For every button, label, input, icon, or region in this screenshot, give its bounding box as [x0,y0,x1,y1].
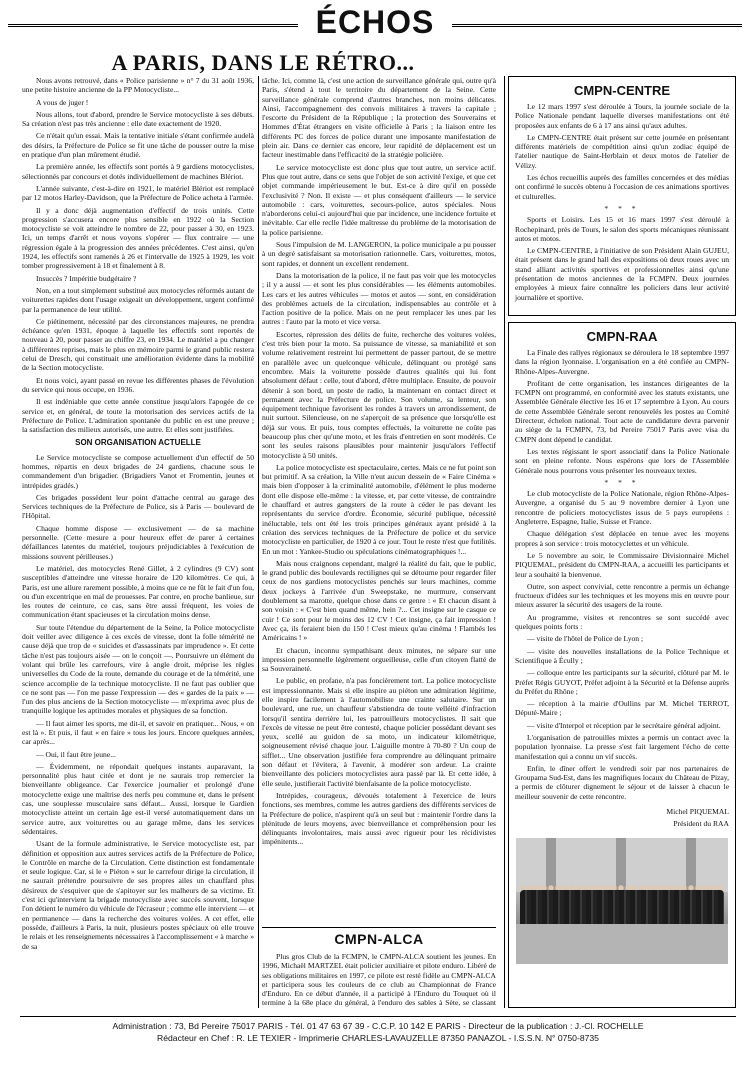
list-item: — colloque entre les participants sur la sécurité, clôturé par M. le Préfet Régis GUYOT, Préfet adjoint à la Sécurité et la Défense auprès du Préfet du Rhône ; [515,668,729,696]
paragraph: Sous l'impulsion de M. LANGERON, la police municipale a pu pousser à un degré satisfaisant sa motorisation rationnelle. Cars, voiturettes, motos, sont rapides, et donnent un excellent rendement. [262,240,496,268]
paragraph: Non, en a tout simplement substitué aux motocycles réformés autant de voiturettes rapides dont l'usage exigeait un développement, urgent confirmé par la permanence de leur utilité. [22,285,254,314]
paragraph: Le service motocycliste est donc plus que tout autre, un service actif. Plus que tout autre, dans ce sens que l'objet de son activité l'exige, et que cet objet commande impérieusement le but. Est-ce à dire qu'il en possède l'exclusivité ? Non. Il existe — et plus conséquent d'ailleurs — le service automobile : cars, voiturettes, secours-police, autos spéciales. Nous n'aborderons celui-ci aujourd'hui que par incidence, une incidence fortuite et inévitable. Car elle reclle l'idée maîtresse du problème de la motorisation de la police parisienne. [262,162,496,237]
paragraph: Et chacun, inconnu sympathisant deux minutes, ne sépare sur une impression personnelle légèrement orgueilleuse, celle d'un citoyen flatté de sa Souveraineté. [262,645,496,674]
paragraph: Sur toute l'étendue du département de la Seine, la Police motocycliste doit veiller avec diligence à ces excès de vitesse, dont la folle témérité ne cause déjà que trop de « suicides et d'assassinats par imprudence ». Et cette tâche n'est pas toujours aisée — on le conçoit —. Poursuivre un élément du volant qui brûle les carrefours, vire à angle droit, méprise les règles universelles du Code de la route, demande du courage et de la témérité, une science accomplie de la technique motocycliste. Il ne faut pas oublier que ce ne sont pas — l'on me passe l'expression — des « gardes de la paix » — l'un des plus anciens de la Section motocycliste — m'exprima avec plus de tranquille logique les aptitudes morales et physiques de sa fonction. [22,622,254,716]
signature-name: Michel PIQUEMAL [666,807,729,817]
cmpn-centre-box [508,76,736,316]
paragraph: Le 5 novembre au soir, le Commissaire Divisionnaire Michel PIQUEMAL, président du CMPN-RAA, a accueilli les participants et leur a souhaité la bienvenue. [515,550,729,579]
paragraph: — Évidemment, ne répondait quelques instants auparavant, la personnalité plus haut citée et dont je ne saurais trop remercier la bienveillante obligeance. Car l'exercice journalier et prolongé d'une motocyclette exige une maîtrise des nerfs peu commune et, dans le présent cas, une souplesse musculaire sans défaut... Aussi, lorsque le Gardien motocycliste atteint un certain âge est-il versé automatiquement dans un service autre, aux voiturettes ou au garage même, dans les services sédentaires. [22,761,254,836]
paragraph: Ce n'était qu'un essai. Mais la tentative initiale s'étant confirmée audelà des désirs, la Préfecture de Police se fit une tâche de pousser outre la mise en pratique d'un plan mûrement étudié. [22,131,254,160]
paragraph: L'organisation de patrouilles mixtes a permis un contact avec la population lyonnaise. La presse s'est fait largement l'écho de cette manifestation qui a connu un vif succès. [515,732,729,761]
paragraph: Outre, son aspect convivial, cette rencontre a permis un échange fructueux d'idées sur les techniques et les moyens mis en œuvre pour mieux assurer la sécurité des usagers de la route. [515,581,729,610]
article-subtitle: SON ORGANISATION ACTUELLE [75,438,201,448]
section-title: ÉCHOS [315,4,435,40]
article-column-2 [262,76,496,916]
cmpn-centre-heading: CMPN-CENTRE [573,83,671,98]
paragraph: Enfin, le dîner offert le vendredi soir par nos partenaires de Groupama Sud-Est, dans les magnifiques locaux du Château de Pizay, a permis de clôturer dignement le séjour et de laisser à chacun le meilleur souvenir de cette rencontre. [515,763,729,801]
paragraph: Le CMPN-CENTRE, à l'initiative de son Président Alain GUJEU, était présent dans le grand hall des expositions où deux roues avec un stand alliant activités sportives et professionnelles ainsi qu'une présentation de motos anciennes de la FCMPN. Deux journées employées à mieux faire connaître les policiers dans leur activité journalière et sportive. [515,246,729,302]
separator-stars: * * * [604,477,640,487]
article-column-1 [22,76,254,1008]
paragraph: Et nous voici, ayant passé en revue les différentes phases de l'évolution du service qui nous occupe, en 1936. [22,375,254,394]
paragraph: Usant de la formule administrative, le Service motocycliste est, par définition et opposition aux autres services actifs de la Préfecture de Police, le Contrôle en marche de la Circulation. Cette distinction est fondamentale et seule logique. Car, si le « Piéton » sur le carrefour dirige la circulation, il ne saurait prétendre poursuivre de ses propres ailes un chauffard plus désireux de s'esquiver que de s'apitoyer sur les malheurs de sa victime. Et c'est ici qu'intervient la brigade motocycliste avec succès souvent, lorsque l'on détient le numéro du véhicule de l'écraseur ; comme elle intervient — et en permanence — dans la recherche des voitures volées. A cet effet, elle possède, d'ailleurs à Paris, la nuit, plusieurs postes spéciaux où elle trouve le relais et les renseignements nécessaires à l'accomplissement « à marche » de sa [22,839,254,951]
paragraph: Le 12 mars 1997 s'est déroulée à Tours, la journée sociale de la Police Nationale pendant laquelle diverses manifestations ont été proposées aux enfants de 6 à 17 ans ainsi qu'aux adultes. [515,102,729,130]
paragraph: Chaque délégation s'est déplacée en tenue avec les moyens propres à son service : trois motocyclettes et un véhicule. [515,529,729,548]
paragraph: A vous de juger ! [36,97,89,107]
paragraph: Le Service motocycliste se compose actuellement d'un effectif de 50 hommes, répartis en deux brigades de 24 gardiens, chacune sous le commandement d'un brigadier. (Brigadiers Vanot et Fromentin, jeunes et intrépides gradés.) [22,452,254,490]
paragraph: Profitant de cette organisation, les instances dirigeantes de la FCMPN ont programmé, en conformité avec les statuts existants, une Assemblée Générale élective les 16 et 17 septembre à Lyon. Au cours de cette Assemblée Générale seront renouvelés les postes au Comité Directeur, échelon national. Tout acte de candidature devra parvenir au siège de la FCMPN, 73, bd Pereire 75017 Paris avec visa du CMPN dont dépend le candidat. [515,378,729,444]
cmpn-raa-box [508,322,736,1008]
paragraph: Insuccès ? Impéritie budgétaire ? [36,273,137,283]
paragraph: Chaque homme dispose — exclusivement — de sa machine personnelle. (Cette mesure a pour heureux effet de parer à certaines défaillances latentes du matériel, toujours préjudiciables à l'exécution de missions souvent périlleuses.) [22,523,254,561]
header-rule-left [8,24,298,27]
alca-body [262,952,496,1008]
header-rule-right [452,24,742,27]
signature-role: Président du RAA [673,819,729,829]
section-header [8,4,742,48]
list-item: — visite de l'hôtel de Police de Lyon ; [527,634,644,644]
footer-line: Rédacteur en Chef : R. LE TEXIER - Imprimerie CHARLES-LAVAUZELLE 87350 PANAZOL - I.S.S.N. N° 0750-8735 [157,1033,599,1043]
column-divider [504,76,505,1008]
column-divider [258,76,259,1008]
list-item: — réception à la mairie d'Oullins par M. Michel TERROT, Député-Maire ; [515,699,729,718]
paragraph: Plus gros Club de la FCMPN, le CMPN-ALCA soutient les jeunes. En 1996, Michaël MARTZEL était policier auxiliaire et pilote enduro. Libéré de ses obligations militaires en 1997, ce pilote est resté fidèle au CMPN-ALCA et participera sous les couleurs de ce club au Championnat de France d'Enduro. En ce début d'année, il a participé à l'Enduro du Touquet où il termine à la 68e place du général, à l'enduro des sables à Sète, se classant [262,952,496,1008]
cmpn-raa-heading: CMPN-RAA [586,329,658,344]
paragraph: tâche. Ici, comme là, c'est une action de surveillance générale qui, outre qu'à Paris, s'étend à tout le territoire du département de la Seine. Cette surveillance générale comprend d'autres branches, non moins délicates. Ainsi, l'accompagnement des convois militaires à travers la capitale ; l'escorte du Président de la République ; la protection des Souverains et Hommes d'État étrangers en visite officielle à Paris ; la liaison entre les différents PC des forces de police durant une imposante manifestation de plein air. Dans ce dernier cas encore, leur rapidité de déplacement est un facteur inestimable dans l'efficacité de la stratégie policière. [262,76,496,160]
paragraph: Dans la motorisation de la police, il ne faut pas voir que les motocycles ; il y a aussi — et sont les plus considérables — les éléments automobiles. Les cars et les autres véhicules — motos et autos — sont, en considération des problèmes actuels de la circulation, indispensables au contrôle et à l'action positive de la police. Mais on ne peut remplacer les unes par les autres : l'auto par la moto et vice versa. [262,270,496,327]
paragraph: Ce piétinement, nécessité par des circonstances majeures, ne prendra échéance qu'en 1931, époque à laquelle les effectifs sont reportés de nouveau à 20, pour passer au chiffre 23, en 1934. Le matériel a pu changer à différentes reprises, mais le plus en mémoire parmi le grand public restera celui de Dresch, qui constituait une amélioration évidente dans la mobilité de la Section motocycliste. [22,316,254,373]
paragraph: — Oui, il faut être jeune... [36,749,116,759]
paragraph: Mais nous craignons cependant, malgré la réalité du fait, que le public, le grand public des boulevards rectilignes qui se détourne pour regarder filer ceux de nos gardiens motocyclistes penchés sur leurs machines, comme deux jockeys à l'arrivée d'un Sweepstake, ne murmure, conservant doublement sa marotte, quelque chose dans ce genre : « Et chacun disant à son voisin : « C'est bien quand même, hein ?... Cet insigne sur le casque ce cuir ! Ce sont pour le moins des 12 CV ! Cet insigne, ça fait impression ! Avec ça, ils feraient bien du 150 ! C'est mieux qu'au cinéma ! Flambés les Américains ! » [262,558,496,643]
paragraph: L'année suivante, c'est-à-dire en 1921, le matériel Blériot est remplacé par 12 motos Harley-Davidson, que la Préfecture de Police acheta à l'armée. [22,183,254,203]
paragraph: Nous allons, tout d'abord, prendre le Service motocycliste à ses débuts. Sa création n'est pas très ancienne : elle date exactement de 1920. [22,109,254,129]
paragraph: La Finale des rallyes régionaux se déroulera le 18 septembre 1997 dans la région lyonnaise. L'organisation en a été confiée au CMPN-Rhône-Alpes-Auvergne. [515,348,729,376]
paragraph: Les échos recueillis auprès des familles concernées et des médias ont confirmé le succès obtenu à l'occasion de ces animations sportives et culturelles. [515,173,729,201]
paragraph: La première année, les effectifs sont portés à 9 gardiens motocyclistes, sélectionnés par concours et dotés individuellement de machines Blériot. [22,162,254,181]
paragraph: — Il faut aimer les sports, me dit-il, et savoir en pratiquer... Nous, « on est là ». Et puis, il faut « en faire » tous les jours. Encore quelques années, car après... [22,718,254,747]
article-title: A PARIS, DANS LE RÉTRO... [111,50,415,75]
paragraph: Il y a donc déjà augmentation d'effectif de trois unités. Cette progression s'accusera encore plus sensible en 1922 où la Section motocycliste se voit atteindre le nombre de 22, pour passer à 30, en 1923. Ici, un temps d'arrêt et nous voyons s'opérer — flux contraire — une régression égale à la progression des années précédentes. C'est ainsi, qu'en 1924, les effectifs sont ramenés à 26 et l'intervalle de 1925 à 1929, les voit tomber progressivement à 18 et finalement à 8. [22,205,254,271]
publication-footer [20,1016,736,1044]
list-item: — visite d'Interpol et réception par le secrétaire général adjoint. [527,720,721,730]
paragraph: Intrépides, courageux, dévoués totalement à l'exercice de leurs fonctions, ses membres, comme les autres gardiens des différents services de la Préfecture de police, n'aspirent qu'à un seul but : maintenir l'ordre dans la plénitude de leurs moyens, avec bienveillance et compréhension pour les délinquants involontaires, mais aussi avec rigueur pour les récidivistes impénitents... [262,790,496,847]
footer-line: Administration : 73, Bd Pereire 75017 PARIS - Tél. 01 47 63 67 39 - C.C.P. 10 142 E PARIS - Directeur de la publication : J.-Cl. ROCHELLE [112,1021,644,1031]
paragraph: Au programme, visites et rencontres se sont succédé avec quelques points forts : [515,612,729,632]
paragraph: Le CMPN-CENTRE était présent sur cette journée en présentant différents matériels de compétition ainsi qu'un zodiac équipé de l'atelier nautique de Saint-Herblain et deux motos de l'atelier de Vélizy. [515,132,729,170]
paragraph: Il est indéniable que cette année constitue jusqu'alors l'apogée de ce service et, en général, de toute la motorisation des services actifs de la Préfecture de Police. L'admiration spontanée du public en est une preuve ; la satisfaction des milieux autorisés, une autre. Et elles sont justifiées. [22,397,254,435]
separator-stars: * * * [604,203,640,213]
paragraph: Escortes, répression des délits de fuite, recherche des voitures volées, c'est très bien pour la moto. Sa puissance de vitesse, sa maniabilité et son volume relativement restreint lui permettent de passer partout, de se mettre en parallèle avec un quelconque véhicule, délinquant ou protégé sans encombre. Mais la voiturette possède d'autres qualités qui lui font absolument défaut : celle, tout d'abord, d'être multiplace. Ensuite, de pouvoir détenir à son bord, un poste de radio, la maintenant en contact direct et permanent avec la Préfecture de police. Son volume, sa lenteur, son équipement technique favorisent les rondes à travers un arrondissement, de nuit surtout. Silencieuse, on ne s'aperçoit de sa présence que lorsqu'elle est déjà sur vous. Et puis, tous comptes effectués, la voiturette ne coûte pas beaucoup plus cher qu'une moto, et les frais d'entretien en sont modérés. Ce sont les seules raisons plausibles pour maintenir jusqu'alors l'effectif motocycliste à 50 unités. [262,329,496,460]
paragraph: Le public, en profane, n'a pas foncièrement tort. La police motocycliste est impressionnante. Mais si elle inspire au piéton une admiration légitime, elle inspire facilement à l'automobiliste une crainte salutaire. Sur un boulevard, une rue, un chauffeur s'abstiendra de toute velléité d'infraction lorsqu'il sentira derrière lui, les patrouilleurs motocyclistes. Il sait que l'excès de vitesse ne peut être contesté, chaque policier possédant devant ses yeux, scellé au guidon de sa moto, un indicateur kilométrique, soigneusement révisé chaque jour. L'aiguille montre à 70-80 ? Un coup de sifflet... Une observation justifiée fera comprendre au délinquant primaire son défaut et l'évitera, à l'avenir, à modérer son ardeur. La crainte bienveillante des policiers motocyclistes aura passé par là. Et cette idée, à elle seule, justifierait l'activité bienfaisante de la police motocycliste. [262,676,496,788]
paragraph: Nous avons retrouvé, dans « Police parisienne » n° 7 du 31 août 1936, une petite histoire ancienne de la PP Motocycliste... [22,76,254,95]
alca-heading: CMPN-ALCA [262,927,496,947]
group-photo [516,838,728,964]
paragraph: Le matériel, des motocycles René Gillet, à 2 cylindres (9 CV) sont susceptibles d'atteindre une vitesse horaire de 120 kilomètres. Ce qui, à Paris, est une allure rarement possible, à moins que ce ne fût le fait d'un fou, ou d'un excentrique en mal de prouesses. Par contre, en proche banlieue, sur les routes de ceinture, ce cas, sans être aussi fréquent, les voies de communication étant spacieuses et la circulation moins dense. [22,563,254,620]
paragraph: La police motocycliste est spectaculaire, certes. Mais ce ne fut point son but primitif. A sa création, la Ville n'eut aucun dessein de « Faire Cinéma » mais bien d'opposer à la criminalité automobile, d'élément le plus moderne dont elle dispose elle-même : la vitesse, et, par cette vitesse, de contraindre le chauffard et autres gangsters de la route à céder le pas devant les représentants du service d'ordre. Économie, sécurité publique, nécessité inéluctable, tels ont été les trois principes généraux ayant présidé à la création des services techniques de la Préfecture de police et du service motocycliste en particulier, de 1920 à ce jour. Tout le reste n'est que futilités. En un mot : Yankee-Studio ou spéculations cinématographiques !... [262,462,496,556]
list-item: — visite des nouvelles installations de la Police Technique et Scientifique à Écully ; [515,646,729,665]
paragraph: Les textes régissant le sport associatif dans la Police Nationale sont en pleine refonte. Nous espérons que lors de l'Assemblée Générale nous pourrons vous présenter les nouveaux textes. [515,446,729,475]
paragraph: Le club motocycliste de la Police Nationale, région Rhône-Alpes-Auvergne, a organisé du 5 au 9 novembre dernier à Lyon une rencontre de policiers motocyclistes issus de 5 pays européens : Angleterre, Espagne, Italie, Suisse et France. [515,489,729,527]
paragraph: Sports et Loisirs. Les 15 et 16 mars 1997 s'est déroulé à Rochepinard, près de Tours, le salon des sports mécaniques réunissant autos et motos. [515,215,729,243]
paragraph: Ces brigades possèdent leur point d'attache central au garage des Services techniques de la Préfecture de Police, sis à Paris — boulevard de l'Hôpital. [22,492,254,521]
